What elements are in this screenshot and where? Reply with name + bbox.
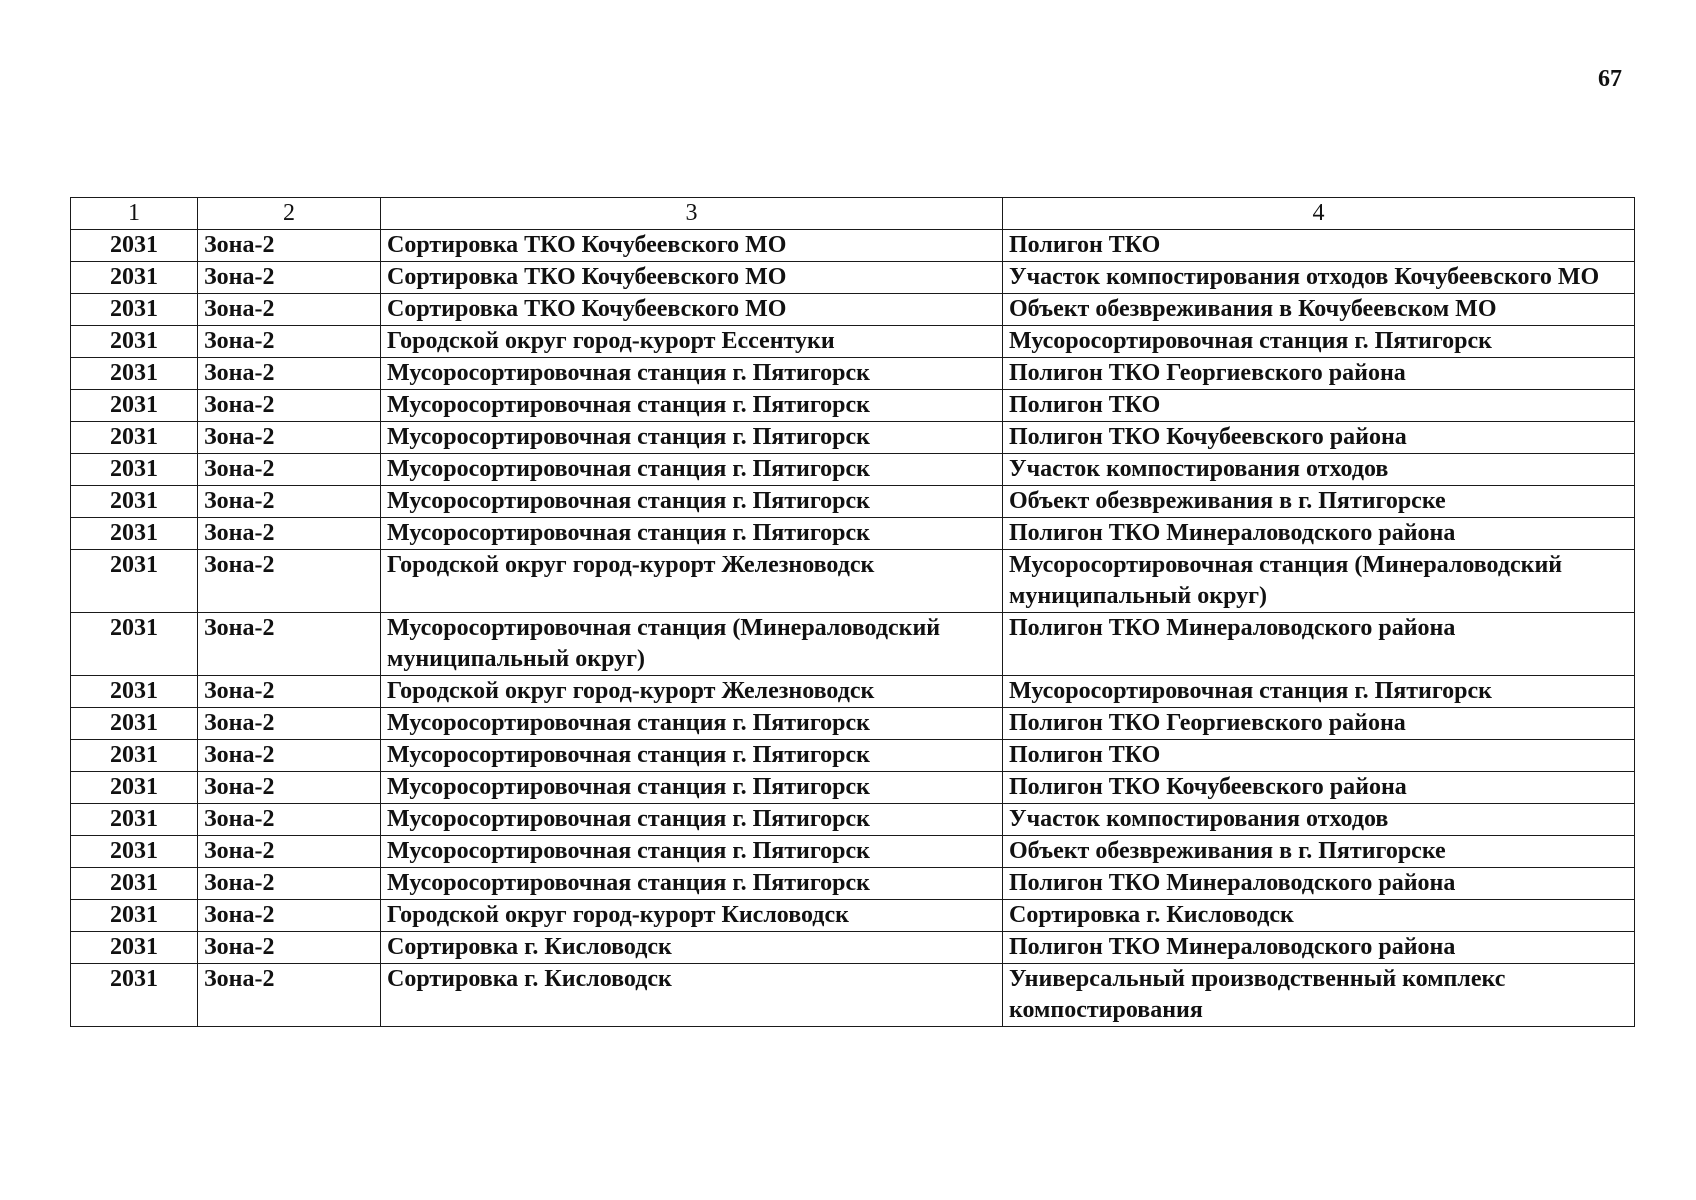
- zone-cell: Зона-2: [198, 486, 381, 518]
- zone-cell: Зона-2: [198, 804, 381, 836]
- zone-cell: Зона-2: [198, 454, 381, 486]
- year-cell: 2031: [71, 294, 198, 326]
- zone-cell: Зона-2: [198, 740, 381, 772]
- destination-cell: Участок компостирования отходов: [1003, 454, 1635, 486]
- table-row: [71, 676, 1635, 708]
- table-row: [71, 932, 1635, 964]
- year-cell: 2031: [71, 740, 198, 772]
- table-header: [71, 198, 1635, 230]
- table-row: [71, 262, 1635, 294]
- zone-cell: Зона-2: [198, 262, 381, 294]
- table-row: [71, 836, 1635, 868]
- table-row: [71, 486, 1635, 518]
- destination-cell: Объект обезвреживания в Кочубеевском МО: [1003, 294, 1635, 326]
- table-row: [71, 518, 1635, 550]
- source-cell: Мусоросортировочная станция г. Пятигорск: [381, 740, 1003, 772]
- data-table: [70, 197, 1635, 1027]
- zone-cell: Зона-2: [198, 708, 381, 740]
- source-cell: Мусоросортировочная станция г. Пятигорск: [381, 518, 1003, 550]
- year-cell: 2031: [71, 390, 198, 422]
- destination-cell: Полигон ТКО Георгиевского района: [1003, 358, 1635, 390]
- destination-cell: Мусоросортировочная станция г. Пятигорск: [1003, 326, 1635, 358]
- destination-cell: Полигон ТКО Минераловодского района: [1003, 868, 1635, 900]
- table-row: [71, 230, 1635, 262]
- column-header-2: 2: [198, 198, 381, 230]
- table-row: [71, 868, 1635, 900]
- destination-cell: Участок компостирования отходов Кочубеевского МО: [1003, 262, 1635, 294]
- table-row: [71, 550, 1635, 613]
- table-row: [71, 454, 1635, 486]
- destination-cell: Полигон ТКО Минераловодского района: [1003, 932, 1635, 964]
- year-cell: 2031: [71, 454, 198, 486]
- year-cell: 2031: [71, 964, 198, 1027]
- source-cell: Мусоросортировочная станция г. Пятигорск: [381, 486, 1003, 518]
- source-cell: Мусоросортировочная станция г. Пятигорск: [381, 358, 1003, 390]
- zone-cell: Зона-2: [198, 900, 381, 932]
- source-cell: Мусоросортировочная станция (Минераловодский муниципальный округ): [381, 613, 1003, 676]
- zone-cell: Зона-2: [198, 550, 381, 613]
- destination-cell: Полигон ТКО Минераловодского района: [1003, 613, 1635, 676]
- header-row: [71, 198, 1635, 230]
- zone-cell: Зона-2: [198, 836, 381, 868]
- zone-cell: Зона-2: [198, 294, 381, 326]
- year-cell: 2031: [71, 326, 198, 358]
- table-row: [71, 358, 1635, 390]
- zone-cell: Зона-2: [198, 868, 381, 900]
- year-cell: 2031: [71, 932, 198, 964]
- destination-cell: Полигон ТКО Минераловодского района: [1003, 518, 1635, 550]
- table-row: [71, 390, 1635, 422]
- year-cell: 2031: [71, 836, 198, 868]
- year-cell: 2031: [71, 422, 198, 454]
- table-row: [71, 740, 1635, 772]
- destination-cell: Мусоросортировочная станция (Минераловодский муниципальный округ): [1003, 550, 1635, 613]
- source-cell: Мусоросортировочная станция г. Пятигорск: [381, 422, 1003, 454]
- zone-cell: Зона-2: [198, 932, 381, 964]
- source-cell: Городской округ город-курорт Железноводск: [381, 676, 1003, 708]
- source-cell: Сортировка ТКО Кочубеевского МО: [381, 294, 1003, 326]
- source-cell: Мусоросортировочная станция г. Пятигорск: [381, 836, 1003, 868]
- source-cell: Мусоросортировочная станция г. Пятигорск: [381, 708, 1003, 740]
- column-header-1: 1: [71, 198, 198, 230]
- year-cell: 2031: [71, 486, 198, 518]
- destination-cell: Полигон ТКО Георгиевского района: [1003, 708, 1635, 740]
- year-cell: 2031: [71, 358, 198, 390]
- destination-cell: Сортировка г. Кисловодск: [1003, 900, 1635, 932]
- destination-cell: Полигон ТКО Кочубеевского района: [1003, 422, 1635, 454]
- year-cell: 2031: [71, 868, 198, 900]
- source-cell: Мусоросортировочная станция г. Пятигорск: [381, 868, 1003, 900]
- column-header-4: 4: [1003, 198, 1635, 230]
- zone-cell: Зона-2: [198, 230, 381, 262]
- year-cell: 2031: [71, 676, 198, 708]
- source-cell: Городской округ город-курорт Кисловодск: [381, 900, 1003, 932]
- table-row: [71, 708, 1635, 740]
- year-cell: 2031: [71, 262, 198, 294]
- table-row: [71, 964, 1635, 1027]
- column-header-3: 3: [381, 198, 1003, 230]
- year-cell: 2031: [71, 613, 198, 676]
- table-row: [71, 804, 1635, 836]
- table-row: [71, 900, 1635, 932]
- zone-cell: Зона-2: [198, 676, 381, 708]
- zone-cell: Зона-2: [198, 613, 381, 676]
- zone-cell: Зона-2: [198, 422, 381, 454]
- source-cell: Сортировка г. Кисловодск: [381, 964, 1003, 1027]
- page-number: 67: [1598, 66, 1622, 92]
- destination-cell: Объект обезвреживания в г. Пятигорске: [1003, 836, 1635, 868]
- source-cell: Сортировка ТКО Кочубеевского МО: [381, 230, 1003, 262]
- destination-cell: Универсальный производственный комплекс компостирования: [1003, 964, 1635, 1027]
- year-cell: 2031: [71, 900, 198, 932]
- source-cell: Мусоросортировочная станция г. Пятигорск: [381, 804, 1003, 836]
- zone-cell: Зона-2: [198, 518, 381, 550]
- destination-cell: Полигон ТКО: [1003, 230, 1635, 262]
- table-row: [71, 294, 1635, 326]
- destination-cell: Объект обезвреживания в г. Пятигорске: [1003, 486, 1635, 518]
- table-row: [71, 326, 1635, 358]
- zone-cell: Зона-2: [198, 326, 381, 358]
- source-cell: Сортировка ТКО Кочубеевского МО: [381, 262, 1003, 294]
- table-body: [71, 230, 1635, 1027]
- zone-cell: Зона-2: [198, 358, 381, 390]
- year-cell: 2031: [71, 230, 198, 262]
- table-row: [71, 772, 1635, 804]
- year-cell: 2031: [71, 708, 198, 740]
- source-cell: Городской округ город-курорт Ессентуки: [381, 326, 1003, 358]
- destination-cell: Полигон ТКО: [1003, 740, 1635, 772]
- source-cell: Мусоросортировочная станция г. Пятигорск: [381, 772, 1003, 804]
- year-cell: 2031: [71, 550, 198, 613]
- table-row: [71, 613, 1635, 676]
- source-cell: Сортировка г. Кисловодск: [381, 932, 1003, 964]
- destination-cell: Мусоросортировочная станция г. Пятигорск: [1003, 676, 1635, 708]
- source-cell: Городской округ город-курорт Железноводск: [381, 550, 1003, 613]
- year-cell: 2031: [71, 804, 198, 836]
- zone-cell: Зона-2: [198, 390, 381, 422]
- zone-cell: Зона-2: [198, 772, 381, 804]
- table-row: [71, 422, 1635, 454]
- source-cell: Мусоросортировочная станция г. Пятигорск: [381, 390, 1003, 422]
- year-cell: 2031: [71, 518, 198, 550]
- destination-cell: Полигон ТКО Кочубеевского района: [1003, 772, 1635, 804]
- destination-cell: Участок компостирования отходов: [1003, 804, 1635, 836]
- year-cell: 2031: [71, 772, 198, 804]
- source-cell: Мусоросортировочная станция г. Пятигорск: [381, 454, 1003, 486]
- zone-cell: Зона-2: [198, 964, 381, 1027]
- destination-cell: Полигон ТКО: [1003, 390, 1635, 422]
